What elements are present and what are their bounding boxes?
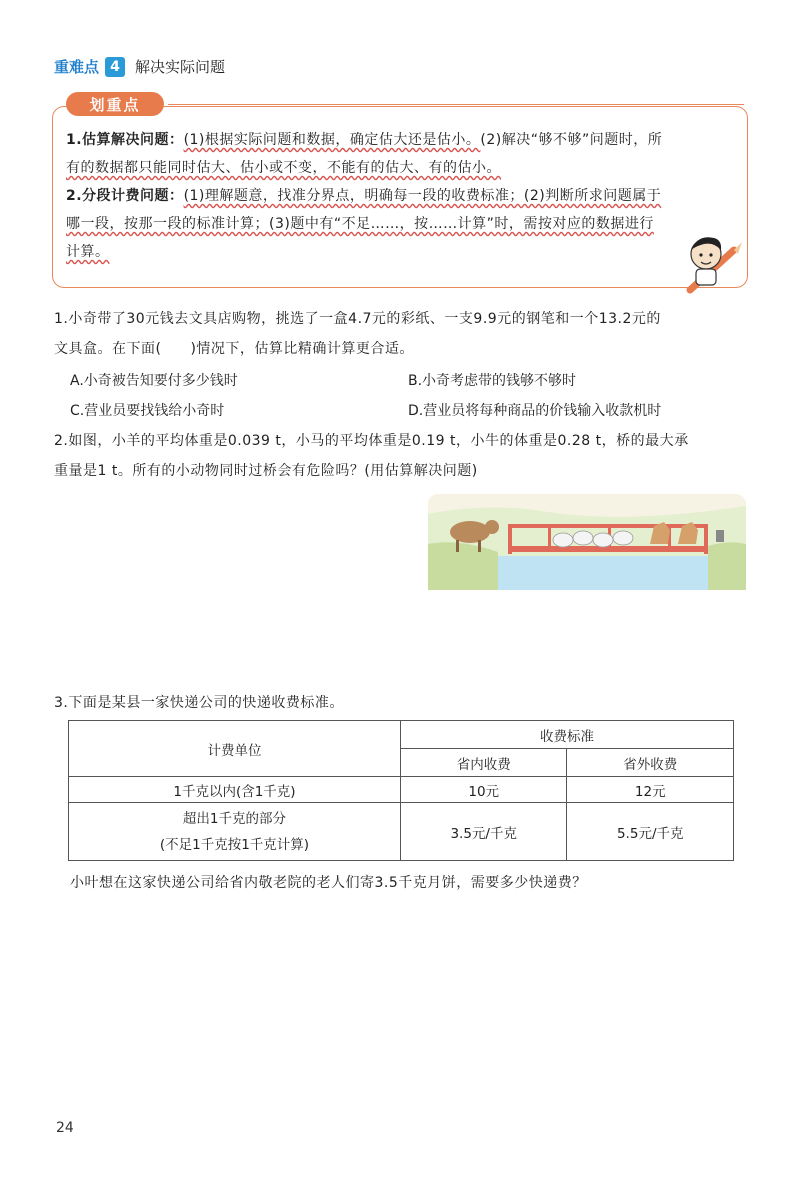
question-3-prompt: 小叶想在这家快递公司给省内敬老院的老人们寄3.5千克月饼，需要多少快递费？	[70, 875, 587, 891]
question-2-line-2: 重量是1 t。所有的小动物同时过桥会有危险吗？(用估算解决问题)	[54, 463, 478, 479]
option-b: B.小奇考虑带的钱够不够时	[408, 373, 577, 389]
table-row	[69, 777, 734, 803]
fee-table	[68, 720, 734, 861]
section-number-badge: 4	[105, 57, 125, 77]
section-header	[54, 56, 225, 77]
option-c: C.营业员要找钱给小奇时	[70, 403, 225, 419]
fee-table-cell-out: 12元	[567, 777, 734, 803]
keypoint-2-text-c: 计算。	[66, 244, 110, 260]
section-title: 重难点	[54, 58, 100, 76]
keypoint-2-text-a: (1)理解题意，找准分界点，明确每一段的收费标准；(2)判断所求问题属于	[183, 188, 662, 204]
keypoint-1-text-c: 有的数据都只能同时估大、估小或不变，不能有的估大、有的估小。	[66, 160, 501, 176]
keypoint-2-text-b: 哪一段，按那一段的标准计算；(3)题中有“不足……，按……计算”时，需按对应的数据进行	[66, 216, 654, 232]
keypoint-2-title: 2.分段计费问题：	[66, 188, 184, 204]
keypoint-1-title: 1.估算解决问题：	[66, 132, 184, 148]
question-1-line-2: 文具盒。在下面( )情况下，估算比精确计算更合适。	[54, 341, 414, 357]
question-2	[54, 426, 754, 486]
fee-table-cell-unit-line-1: 超出1千克的部分	[182, 810, 287, 827]
fee-table-cell-unit-line-2: (不足1千克按1千克计算)	[159, 836, 310, 853]
keypoint-1-text-b: (2)解决“够不够”问题时，所	[480, 132, 663, 148]
fee-table-header-in-province: 省内收费	[400, 749, 567, 777]
fee-table-header-standard: 收费标准	[400, 721, 733, 749]
question-1	[54, 304, 754, 364]
table-row	[69, 803, 734, 861]
fee-table-cell-unit: 1千克以内(含1千克)	[69, 777, 401, 803]
keypoint-1-text-a: (1)根据实际问题和数据，确定估大还是估小。	[183, 132, 481, 148]
fee-table-header-out-province: 省外收费	[567, 749, 734, 777]
page-number: 24	[56, 1120, 74, 1136]
bridge-animals-illustration	[428, 494, 746, 590]
fee-table-cell-out: 5.5元/千克	[567, 803, 734, 861]
question-2-line-1: 2.如图，小羊的平均体重是0.039 t，小马的平均体重是0.19 t，小牛的体重是0.28 t，桥的最大承	[54, 433, 689, 449]
cartoon-boy-illustration	[676, 228, 746, 298]
fee-table-cell-in: 10元	[400, 777, 567, 803]
fee-table-cell-unit	[69, 803, 401, 861]
fee-table-header-unit: 计费单位	[69, 721, 401, 777]
option-d: D.营业员将每种商品的价钱输入收款机时	[408, 403, 662, 419]
keypoints-tab: 划重点	[66, 92, 164, 116]
option-a: A.小奇被告知要付多少钱时	[70, 373, 238, 389]
keypoints-divider	[168, 104, 744, 105]
fee-table-cell-in: 3.5元/千克	[400, 803, 567, 861]
question-3-intro: 3.下面是某县一家快递公司的快递收费标准。	[54, 695, 344, 711]
section-subtitle: 解决实际问题	[135, 58, 226, 76]
keypoints-text	[66, 126, 742, 266]
question-1-line-1: 1.小奇带了30元钱去文具店购物，挑选了一盒4.7元的彩纸、一支9.9元的钢笔和一个13.2元的	[54, 311, 661, 327]
